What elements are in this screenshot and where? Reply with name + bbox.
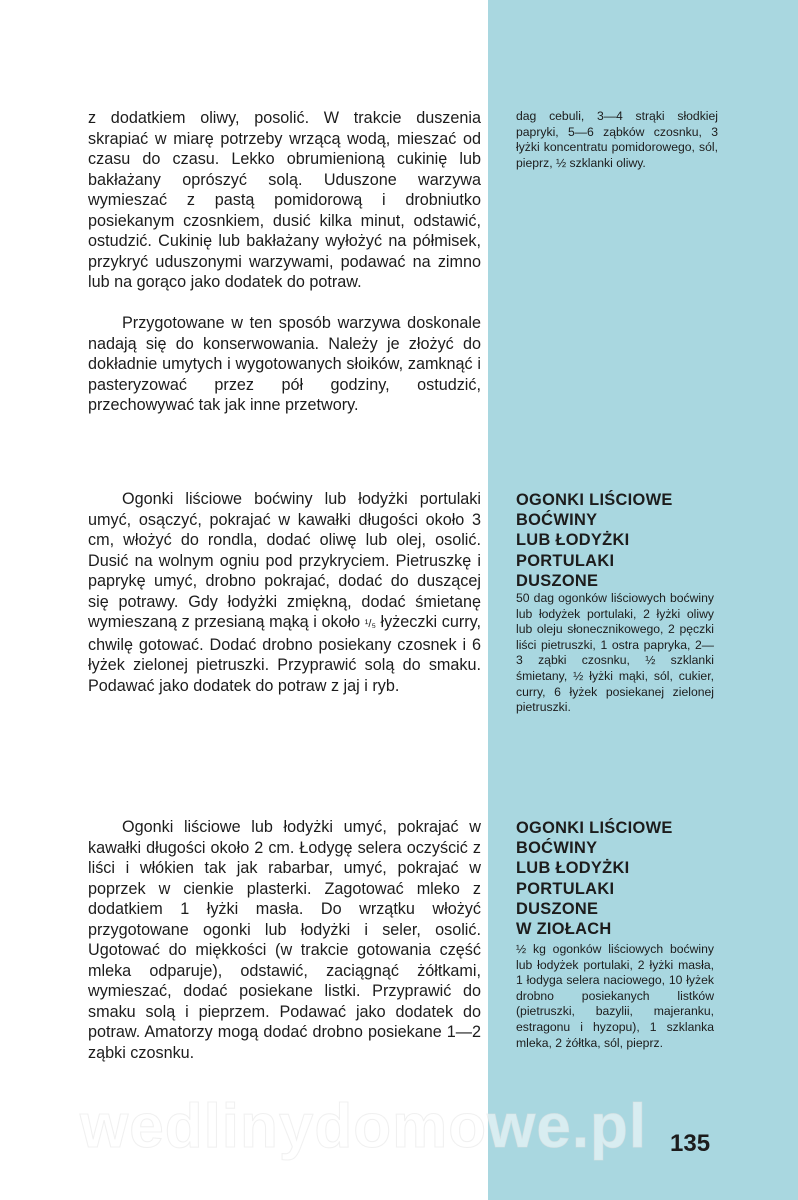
- recipe-3-title: OGONKI LIŚCIOWE BOĆWINY LUB ŁODYŻKI PORTULAKI DUSZONE W ZIOŁACH: [516, 819, 673, 939]
- recipe-3-method: Ogonki liściowe lub łodyżki umyć, pokrajać w kawałki długości około 2 cm. Łodygę selera oczyścić z liści i włókien tak jak rabarbar, umyć, pokrajać w poprzek w cienkie plasterki. Zagotować mleko z dodatkiem 1 łyżki masła. Do wrzątku włożyć przygotowane ogonki lub łodyżki i seler, osolić. Ugotować do miękkości (w trakcie gotowania część mleka odparuje), odstawić, zaciągnąć żółtkami, wymieszać, dodać posiekane listki. Przyprawić do smaku solą i pieprzem. Podawać jako dodatek do potraw. Amatorzy mogą dodać drobno posiekane 1—2 ząbki czosnku.: [88, 818, 481, 1062]
- recipe-2-ingredients: 50 dag ogonków liściowych boćwiny lub łodyżek portulaki, 2 łyżki oliwy lub oleju słonecznikowego, 2 pęczki liści pietruszki, 1 ostra papryka, 2—3 ząbki czosnku, ½ szklanki śmietany, ½ łyżki mąki, sól, cukier, curry, 6 łyżek posiekanej zielonej pietruszki.: [516, 591, 714, 715]
- recipe-2-method: [88, 489, 481, 696]
- recipe-continuation-text: z dodatkiem oliwy, posolić. W trakcie duszenia skrapiać w miarę potrzeby wrzącą wodą, mieszać od czasu do czasu. Lekko obrumienioną cukinię lub bakłażany oprószyć solą. Uduszone warzywa wymieszać z pastą pomidorową i drobniutko posiekanym czosnkiem, dusić kilka minut, odstawić, ostudzić. Cukinię lub bakłażany wyłożyć na półmisek, przykryć uduszonymi warzywami, podawać na zimno lub na gorąco jako dodatek do potraw.: [88, 109, 481, 291]
- recipe-3-ingredients: ½ kg ogonków liściowych boćwiny lub łodyżek portulaki, 2 łyżki masła, 1 łodyga selera naciowego, 10 łyżek drobno posiekanych listków (pietruszki, bazylii, majeranku, estragonu i hyzopu), 1 szklanka mleka, 2 żółtka, sól, pieprz.: [516, 942, 714, 1050]
- ingredients-list-1: dag cebuli, 3—4 strąki słodkiej papryki, 5—6 ząbków czosnku, 3 łyżki koncentratu pomidorowego, sól, pieprz, ½ szklanki oliwy.: [516, 109, 718, 170]
- watermark-text: wedlinydomowe.pl: [80, 1092, 648, 1161]
- preserving-note-text: Przygotowane w ten sposób warzywa doskonale nadają się do konserwowania. Należy je złożyć do dokładnie umytych i wygotowanych słoików, zamknąć i pasteryzować przez pół godziny, ostudzić, przechowywać tak jak inne przetwory.: [88, 314, 481, 414]
- recipe-2-title: OGONKI LIŚCIOWE BOĆWINY LUB ŁODYŻKI PORTULAKI DUSZONE: [516, 491, 673, 590]
- recipe-2-fraction: ¹/₅: [364, 618, 376, 630]
- recipe-2-method-part1: Ogonki liściowe boćwiny lub łodyżki portulaki umyć, osączyć, pokrajać w kawałki długości około 3 cm, włożyć do rondla, dodać oliwę lub olej, osolić. Dusić na wolnym ogniu pod przykryciem. Pietruszkę i paprykę umyć, drobno pokrajać, dodać do duszącej się potrawy. Gdy łodyżki zmiękną, dodać śmietanę wymieszaną z przesianą mąką i około: [88, 490, 481, 631]
- page-number: 135: [670, 1130, 711, 1157]
- recipe-2-method-part2: łyżeczki curry, chwilę gotować. Dodać drobno posiekany czosnek i 6 łyżek zielonej pietruszki. Przyprawić solą do smaku. Podawać jako dodatek do potraw z jaj i ryb.: [88, 613, 481, 695]
